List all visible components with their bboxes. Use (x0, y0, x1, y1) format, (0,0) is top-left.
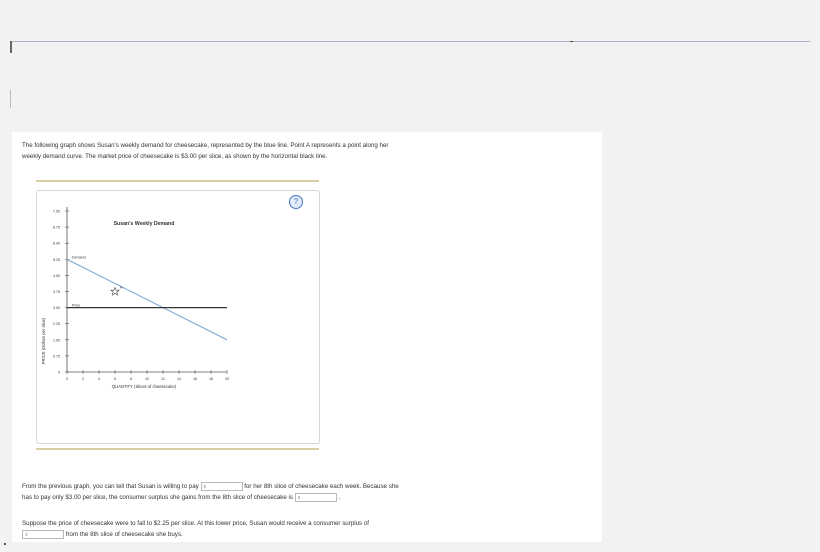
q1-text-a: From the previous graph, you can tell that Susan is willing to pay (22, 483, 199, 490)
x-axis-label: QUANTITY (Slices of cheesecake) (111, 384, 177, 389)
y-tick-label: 5.25 (53, 257, 60, 262)
x-tick-label: 8 (130, 377, 132, 381)
page-marker (4, 543, 6, 545)
series-label-price: Price (72, 303, 81, 308)
y-tick-label: 3.75 (53, 290, 60, 294)
intro-text (22, 140, 582, 162)
question-2 (22, 518, 582, 540)
point-a-marker (111, 288, 119, 296)
x-tick-label: 6 (114, 377, 116, 381)
demand-chart[interactable] (37, 191, 319, 443)
x-tick-label: 4 (98, 377, 100, 381)
q2-text-a: Suppose the price of cheesecake were to fall to $2.25 per slice. At this lower price, Susan would receive a consumer surplus of (22, 520, 370, 527)
y-tick-label: 4.50 (53, 273, 60, 278)
y-tick-label: 2.25 (53, 322, 60, 327)
y-tick-label: 6.00 (53, 241, 60, 246)
graph-top-rule (36, 180, 319, 182)
x-tick-label: 2 (82, 377, 84, 381)
x-tick-label: 0 (66, 377, 68, 381)
y-tick-label: 7.50 (53, 209, 60, 214)
y-tick-label: 6.75 (53, 225, 60, 230)
y-tick-label: 0 (58, 370, 60, 375)
lower-price-surplus-input[interactable]: $ (22, 530, 64, 539)
top-divider (10, 41, 810, 42)
consumer-surplus-input[interactable]: $ (295, 493, 337, 502)
graph-bottom-rule (36, 448, 319, 450)
intro-line-2: weekly demand curve. The market price of cheesecake is $3.00 per slice, as shown by the horizontal black line. (22, 153, 328, 160)
series-line-demand (67, 259, 227, 340)
question-1 (22, 481, 582, 503)
x-tick-label: 20 (225, 377, 229, 381)
x-tick-label: 12 (161, 377, 165, 381)
left-edge-marker-lower (10, 90, 11, 108)
series-label-demand: Demand (72, 255, 86, 260)
y-tick-label: 1.50 (53, 338, 60, 343)
q1-text-b: for her 8th slice of cheesecake each week. Because she (244, 483, 399, 490)
y-tick-label: 3.00 (53, 306, 60, 311)
x-tick-label: 18 (209, 377, 213, 381)
left-edge-marker (10, 41, 12, 53)
q1-text-d: . (338, 494, 341, 501)
y-tick-label: 0.75 (53, 354, 60, 359)
willingness-to-pay-input[interactable]: $ (201, 482, 243, 491)
q2-text-b: from the 8th slice of cheesecake she buys. (65, 531, 183, 538)
question-panel (12, 132, 602, 542)
q1-text-c: has to pay only $3.00 per slice, the consumer surplus she gains from the 8th slice of cheesecake is (22, 494, 294, 501)
x-tick-label: 10 (145, 377, 149, 381)
point-a-label: A (120, 285, 123, 290)
chart-title: Susan's Weekly Demand (113, 221, 175, 227)
x-tick-label: 14 (177, 377, 181, 381)
x-tick-label: 16 (193, 377, 197, 381)
help-icon[interactable]: ? (289, 195, 303, 209)
y-axis-label: PRICE (Dollars per slice) (41, 317, 46, 365)
intro-line-1: The following graph shows Susan's weekly demand for cheesecake, represented by the blue line. Point A represents a point along her (22, 142, 389, 149)
top-divider-tick (570, 41, 573, 42)
graph-container (36, 190, 320, 444)
